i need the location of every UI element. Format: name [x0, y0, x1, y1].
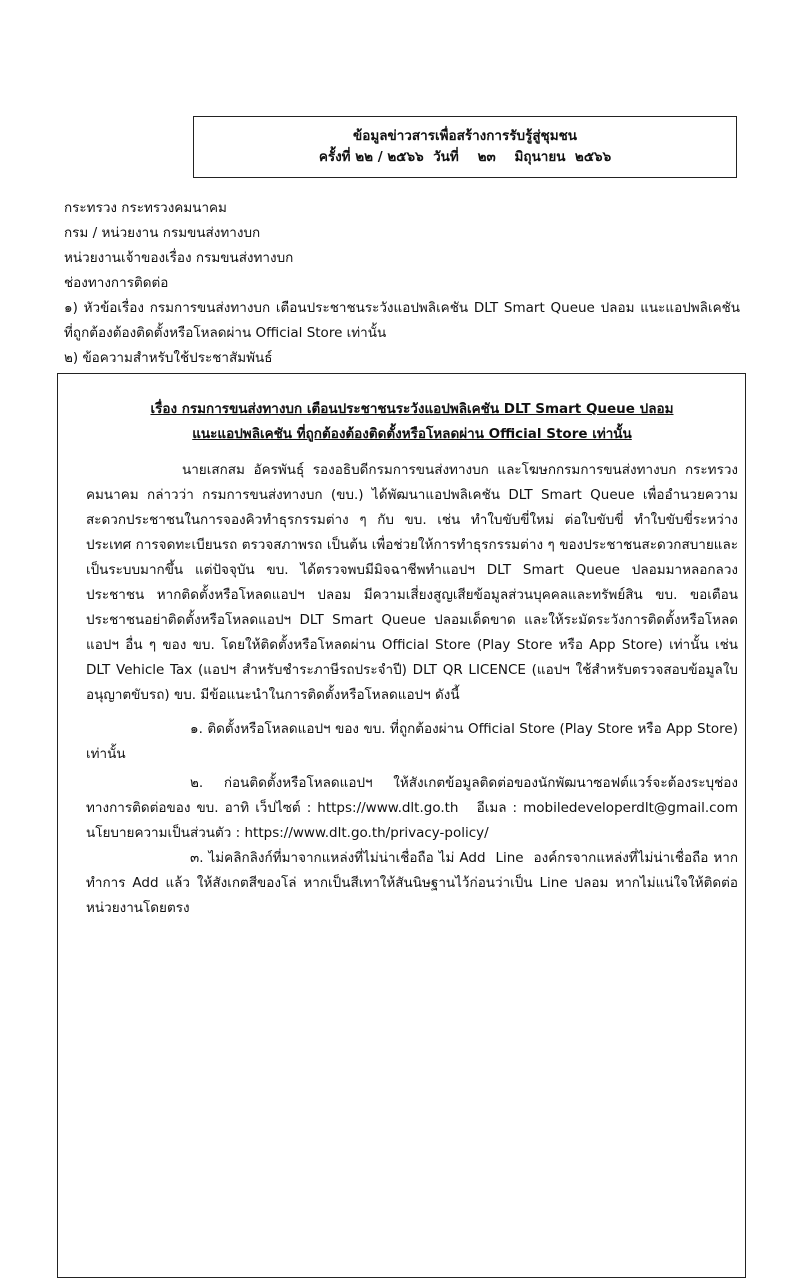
press-release-title — [86, 397, 738, 447]
ministry-line: กระทรวง กระทรวงคมนาคม — [64, 200, 227, 216]
title-line-2: แนะแอปพลิเคชัน ที่ถูกต้องต้องติดตั้งหรือโหลดผ่าน Official Store เท่านั้น — [192, 426, 632, 442]
pr-message-line: ๒) ข้อความสำหรับใช้ประชาสัมพันธ์ — [64, 350, 273, 366]
meta-section — [64, 196, 740, 371]
header-title: ข้อมูลข่าวสารเพื่อสร้างการรับรู้สู่ชุมชน — [352, 128, 578, 144]
advice-item-2: ๒. ก่อนติดตั้งหรือโหลดแอปฯ ให้สังเกตข้อมูลติดต่อของนักพัฒนาซอฟต์แวร์จะต้องระบุช่องทางการติดต่อของ ขบ. อาทิ เว็ปไซต์ : https://www.dlt.go.th อีเมล : mobiledeveloperdlt@gmail.com นโยบายความเป็นส่วนตัว : https://www.dlt.go.th/privacy-policy/ — [86, 775, 743, 841]
department-line: กรม / หน่วยงาน กรมขนส่งทางบก — [64, 225, 261, 241]
header-issue-date: ครั้งที่ ๒๒ / ๒๕๖๖ วันที่ ๒๓ มิถุนายน ๒๕๖๖ — [318, 149, 612, 165]
advice-item-3: ๓. ไม่คลิกลิงก์ที่มาจากแหล่งที่ไม่น่าเชื่อถือ ไม่ Add Line องค์กรจากแหล่งที่ไม่น่าเชื่อถือ หากทำการ Add แล้ว ให้สังเกตสีของโล่ หากเป็นสีเทาให้สันนิษฐานไว้ก่อนว่าเป็น Line ปลอม หากไม่แน่ใจให้ติดต่อหน่วยงานโดยตรง — [86, 850, 738, 916]
body-paragraph: นายเสกสม อัครพันธุ์ รองอธิบดีกรมการขนส่งทางบก และโฆษกกรมการขนส่งทางบก กระทรวงคมนาคม กล่าวว่า กรมการขนส่งทางบก (ขบ.) ได้พัฒนาแอปพลิเคชัน DLT Smart Queue เพื่ออำนวยความสะดวกประชาชนในการจองคิวทำธุรกรรมต่าง ๆ กับ ขบ. เช่น ทำใบขับขี่ใหม่ ต่อใบขับขี่ ทำใบขับขี่ระหว่างประเทศ การจดทะเบียนรถ ตรวจสภาพรถ เป็นต้น เพื่อช่วยให้การทำธุรกรรมต่าง ๆ ของประชาชนสะดวกสบายและเป็นระบบมากขึ้น แต่ปัจจุบัน ขบ. ได้ตรวจพบมีมิจฉาชีพทำแอปฯ DLT Smart Queue ปลอมมาหลอกลวงประชาชน หากติดตั้งหรือโหลดแอปฯ ปลอม มีความเสี่ยงสูญเสียข้อมูลส่วนบุคคลและทรัพย์สิน ขบ. ขอเตือนประชาชนอย่าติดตั้งหรือโหลดแอปฯ DLT Smart Queue ปลอมเด็ดขาด และให้ระมัดระวังการติดตั้งหรือโหลดแอปฯ อื่น ๆ ของ ขบ. โดยให้ติดตั้งหรือโหลดผ่าน Official Store (Play Store หรือ App Store) เท่านั้น เช่น DLT Vehicle Tax (แอปฯ สำหรับชำระภาษีรถประจำปี) DLT QR LICENCE (แอปฯ ใช้สำหรับตรวจสอบข้อมูลใบอนุญาตขับรถ) ขบ. มีข้อแนะนำในการติดตั้งหรือโหลดแอปฯ ดังนี้ — [86, 462, 738, 703]
owner-line: หน่วยงานเจ้าของเรื่อง กรมขนส่งทางบก — [64, 250, 294, 266]
title-line-1: เรื่อง กรมการขนส่งทางบก เตือนประชาชนระวังแอปพลิเคชัน DLT Smart Queue ปลอม — [150, 401, 674, 417]
channel-line: ช่องทางการติดต่อ — [64, 275, 169, 291]
document-header-box — [193, 116, 737, 178]
advice-item-1: ๑. ติดตั้งหรือโหลดแอปฯ ของ ขบ. ที่ถูกต้องผ่าน Official Store (Play Store หรือ App Store) เท่านั้น — [86, 721, 738, 762]
press-release-content — [86, 397, 743, 921]
topic-line: ๑) หัวข้อเรื่อง กรมการขนส่งทางบก เตือนประชาชนระวังแอปพลิเคชัน DLT Smart Queue ปลอม แนะแอปพลิเคชัน ที่ถูกต้องต้องติดตั้งหรือโหลดผ่าน Official Store เท่านั้น — [64, 300, 740, 341]
